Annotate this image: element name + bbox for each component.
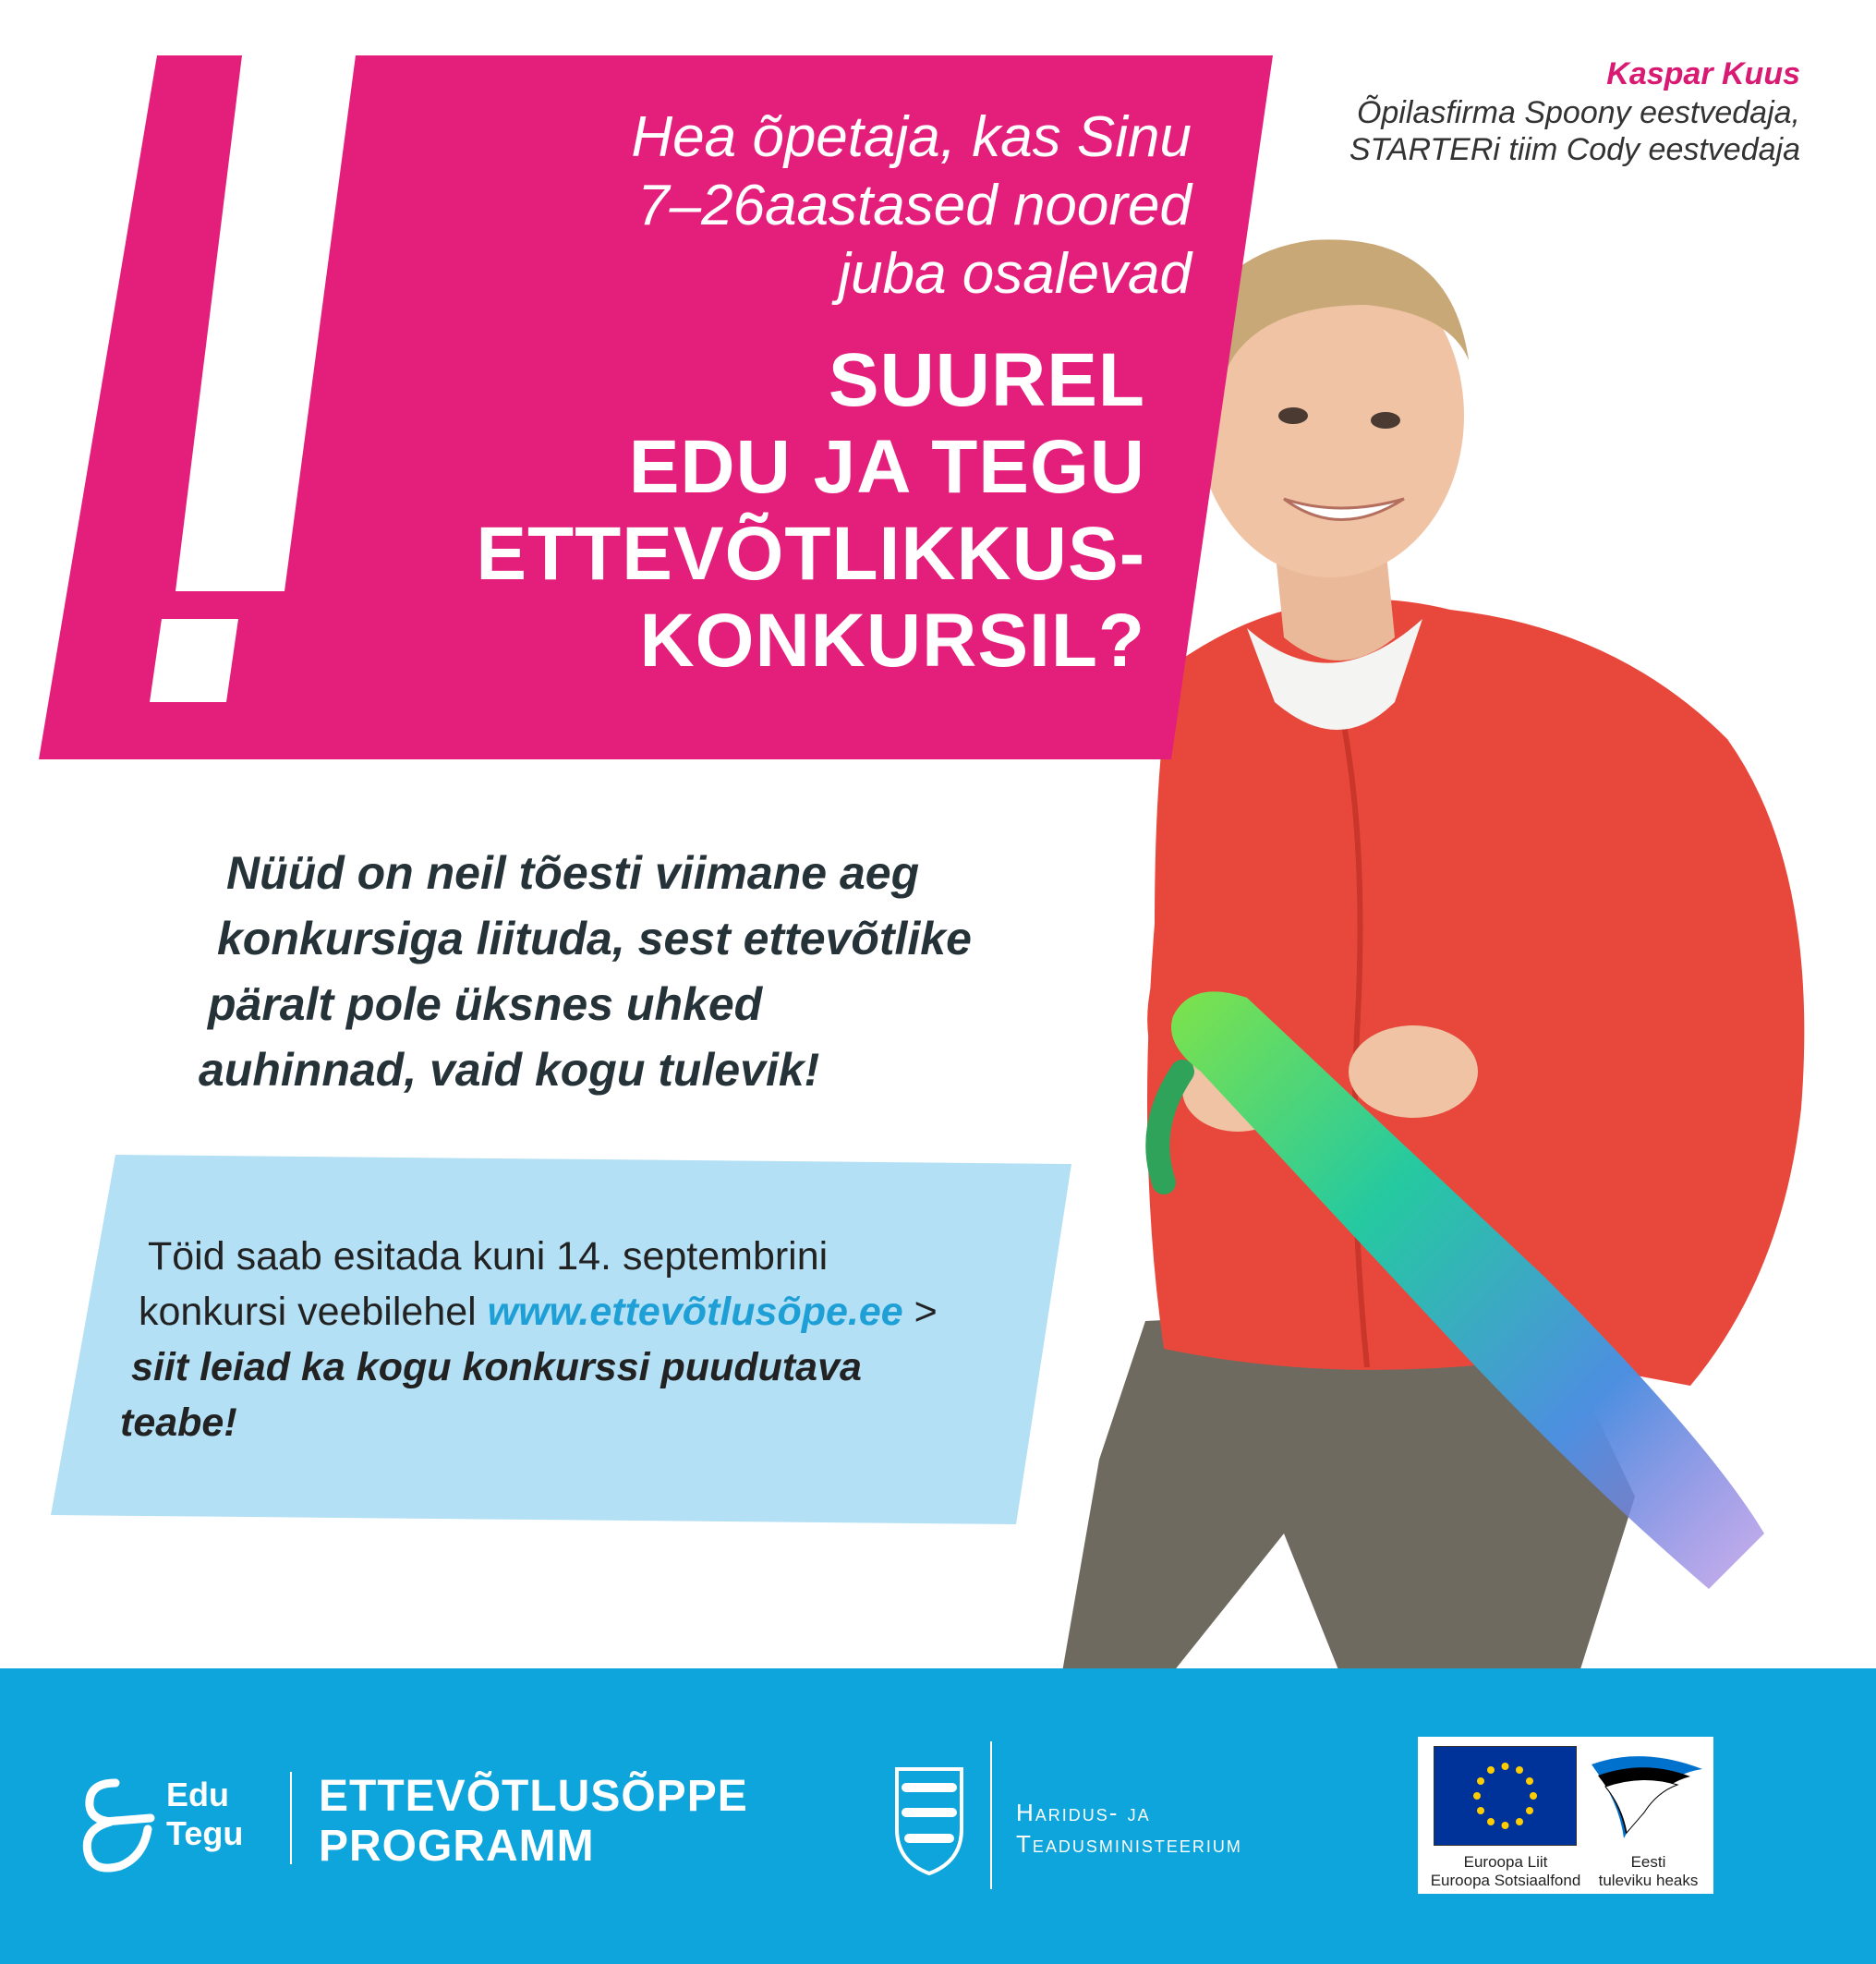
info-line: siit leiad ka kogu konkurssi puudutava	[131, 1345, 862, 1389]
body-line: konkursiga liituda, sest ettevõtlike	[217, 913, 972, 964]
program-line: ETTEVÕTLUSÕPPE	[319, 1772, 748, 1821]
divider	[290, 1772, 292, 1864]
info-line: teabe!	[120, 1400, 237, 1445]
info-line: Töid saab esitada kuni 14. septembrini	[148, 1234, 829, 1279]
eu-caption-line: Euroopa Liit	[1463, 1853, 1548, 1871]
tegu-label: Tegu	[166, 1814, 244, 1852]
info-prefix: konkursi veebilehel	[139, 1290, 477, 1334]
headline-line: SUUREL	[828, 338, 1145, 422]
estonia-caption-line: tuleviku heaks	[1598, 1872, 1699, 1889]
info-line-2	[120, 1284, 1044, 1340]
eu-flag-icon	[1434, 1746, 1577, 1846]
intro-line: 7–26aastased noored	[637, 174, 1192, 237]
website-link[interactable]: www.ettevõtlusõpe.ee	[487, 1290, 903, 1334]
headline-line: EDU JA TEGU	[628, 425, 1145, 509]
caption-name: Kaspar Kuus	[1606, 56, 1800, 91]
ministry-line: Teadusministeerium	[1016, 1830, 1242, 1858]
program-line: PROGRAMM	[319, 1822, 595, 1871]
ministry-line: Haridus- ja	[1016, 1799, 1151, 1826]
headline-line: ETTEVÕTLIKKUS-	[476, 512, 1145, 596]
ministry-name	[1016, 1797, 1242, 1860]
caption-role: STARTERi tiim Cody eestvedaja	[1349, 132, 1800, 167]
body-line: päralt pole üksnes uhked	[208, 978, 763, 1030]
divider	[990, 1741, 992, 1889]
info-suffix: >	[914, 1290, 938, 1334]
edu-label: Edu	[166, 1776, 229, 1813]
estonian-coat-of-arms-icon	[892, 1764, 966, 1875]
caption-role: Õpilasfirma Spoony eestvedaja,	[1356, 95, 1800, 130]
photo-caption	[1154, 55, 1800, 168]
eu-caption-line: Euroopa Sotsiaalfond	[1430, 1872, 1581, 1889]
info-text	[120, 1229, 1044, 1450]
headline-intro	[406, 103, 1192, 309]
eu-caption	[1422, 1853, 1589, 1890]
headline-main	[277, 337, 1145, 685]
estonia-caption-line: Eesti	[1630, 1853, 1666, 1871]
body-line: Nüüd on neil tõesti viimane aeg	[226, 847, 920, 899]
program-name	[319, 1772, 748, 1872]
intro-line: Hea õpetaja, kas Sinu	[631, 105, 1192, 169]
headline-line: KONKURSIL?	[639, 599, 1145, 683]
intro-line: juba osalevad	[838, 242, 1192, 306]
edu-tegu-wordmark	[166, 1776, 243, 1853]
body-line: auhinnad, vaid kogu tulevik!	[199, 1044, 820, 1096]
body-paragraph	[189, 841, 1067, 1103]
estonia-caption	[1591, 1853, 1706, 1890]
estonian-flag-logo-icon	[1587, 1746, 1707, 1838]
